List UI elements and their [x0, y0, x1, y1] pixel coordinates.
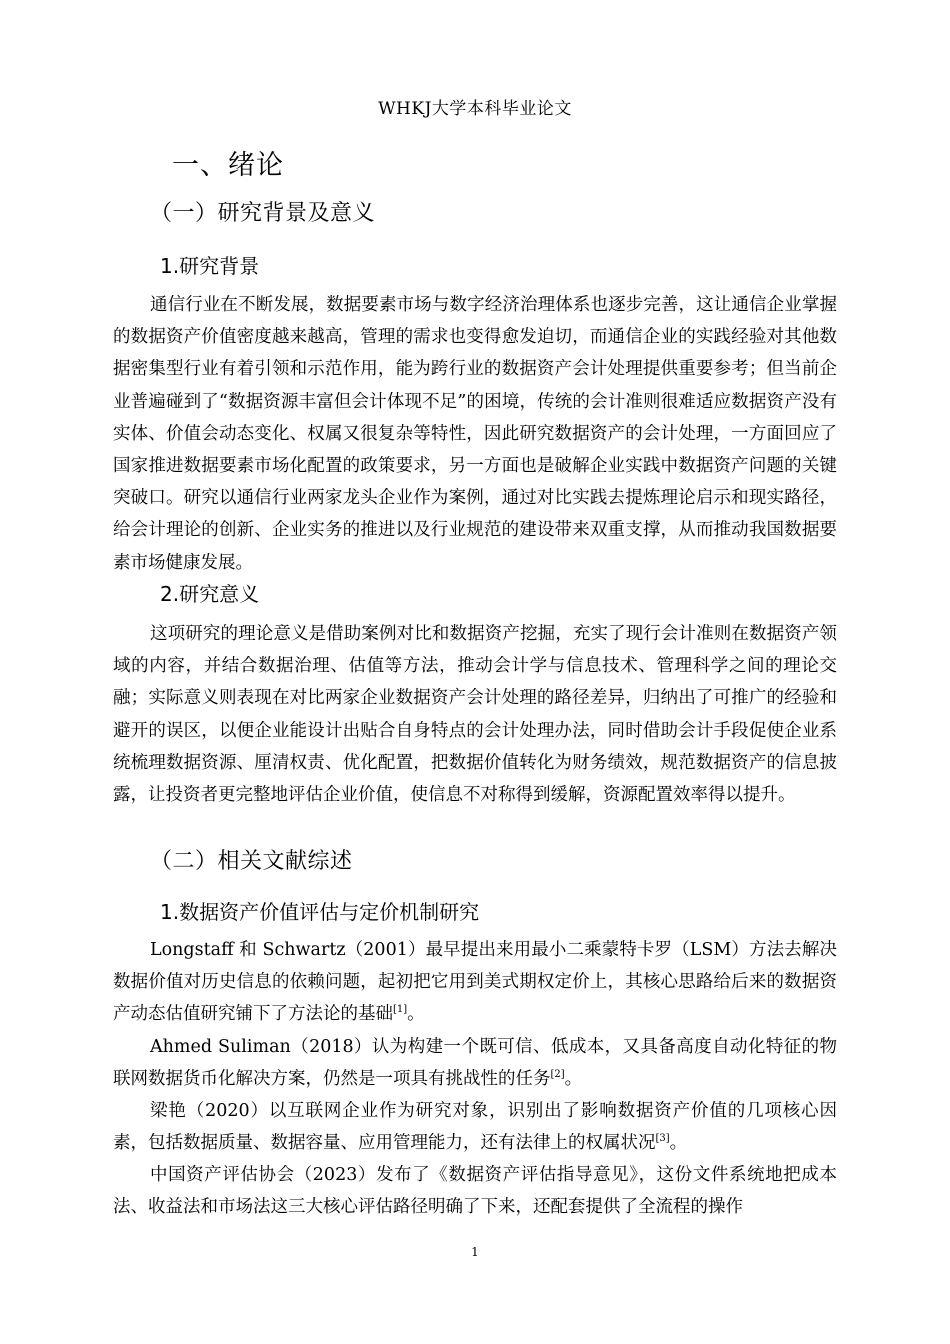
paragraph-text: 梁艳（2020）以互联网企业作为研究对象，识别出了影响数据资产价值的几项核心因素，包括数据质量、数据容量、应用管理能力，还有法律上的权属状况 [113, 1101, 837, 1154]
subsection-heading-background: 1.研究背景 [160, 254, 260, 278]
section-heading-literature: （二）相关文献综述 [150, 849, 353, 874]
paragraph-end-punctuation: 。 [564, 1069, 583, 1090]
paragraph-end-punctuation: 。 [407, 1004, 425, 1025]
paragraph-text: Longstaff 和 Schwartz（2001）最早提出来用最小二乘蒙特卡罗（LSM）方法去解决数据价值对历史信息的依赖问题，起初把它用到美式期权定价上，其核心思路给后来的数据资产动态估值研究铺下了方法论的基础 [113, 940, 837, 1025]
paragraph-literature-2 [113, 1031, 837, 1095]
section-heading-background: （一）研究背景及意义 [150, 201, 376, 226]
paragraph-literature-4: 中国资产评估协会（2023）发布了《数据资产评估指导意见》，这份文件系统地把成本法、收益法和市场法这三大核心评估路径明确了下来，还配套提供了全流程的操作 [113, 1165, 837, 1218]
citation-reference: [3] [655, 1133, 670, 1145]
paragraph-text: Ahmed Suliman（2018）认为构建一个既可信、低成本，又具备高度自动化特征的物联网数据货币化解决方案，仍然是一项具有挑战性的任务 [113, 1037, 837, 1090]
paragraph-significance: 这项研究的理论意义是借助案例对比和数据资产挖掘，充实了现行会计准则在数据资产领域的内容，并结合数据治理、估值等方法，推动会计学与信息技术、管理科学之间的理论交融；实际意义则表现在对比两家企业数据资产会计处理的路径差异，归纳出了可推广的经验和避开的误区，以便企业能设计出贴合自身特点的会计处理办法，同时借助会计手段促使企业系统梳理数据资源、厘清权责、优化配置，把数据价值转化为财务绩效，规范数据资产的信息披露，让投资者更完整地评估企业价值，使信息不对称得到缓解，资源配置效率得以提升。 [113, 624, 837, 806]
citation-reference: [2] [550, 1069, 565, 1081]
page-number: 1 [471, 1245, 479, 1259]
running-header: WHKJ大学本科毕业论文 [378, 99, 572, 119]
subsection-heading-significance: 2.研究意义 [160, 582, 260, 606]
chapter-title: 一、绪论 [172, 150, 284, 181]
subsection-heading-valuation: 1.数据资产价值评估与定价机制研究 [160, 900, 480, 924]
paragraph-literature-1 [113, 934, 837, 1031]
paragraph-background: 通信行业在不断发展，数据要素市场与数字经济治理体系也逐步完善，这让通信企业掌握的数据资产价值密度越来越高，管理的需求也变得愈发迫切，而通信企业的实践经验对其他数据密集型行业有着引领和示范作用，能为跨行业的数据资产会计处理提供重要参考；但当前企业普遍碰到了“数据资源丰富但会计体现不足”的困境，传统的会计准则很难适应数据资产没有实体、价值会动态变化、权属又很复杂等特性，因此研究数据资产的会计处理，一方面回应了国家推进数据要素市场化配置的政策要求，另一方面也是破解企业实践中数据资产问题的关键突破口。研究以通信行业两家龙头企业作为案例，通过对比实践去提炼理论启示和现实路径，给会计理论的创新、企业实务的推进以及行业规范的建设带来双重支撑，从而推动我国数据要素市场健康发展。 [113, 295, 837, 573]
paragraph-literature-3 [113, 1095, 837, 1159]
citation-reference: [1] [393, 1004, 408, 1016]
paragraph-end-punctuation: 。 [669, 1133, 688, 1154]
